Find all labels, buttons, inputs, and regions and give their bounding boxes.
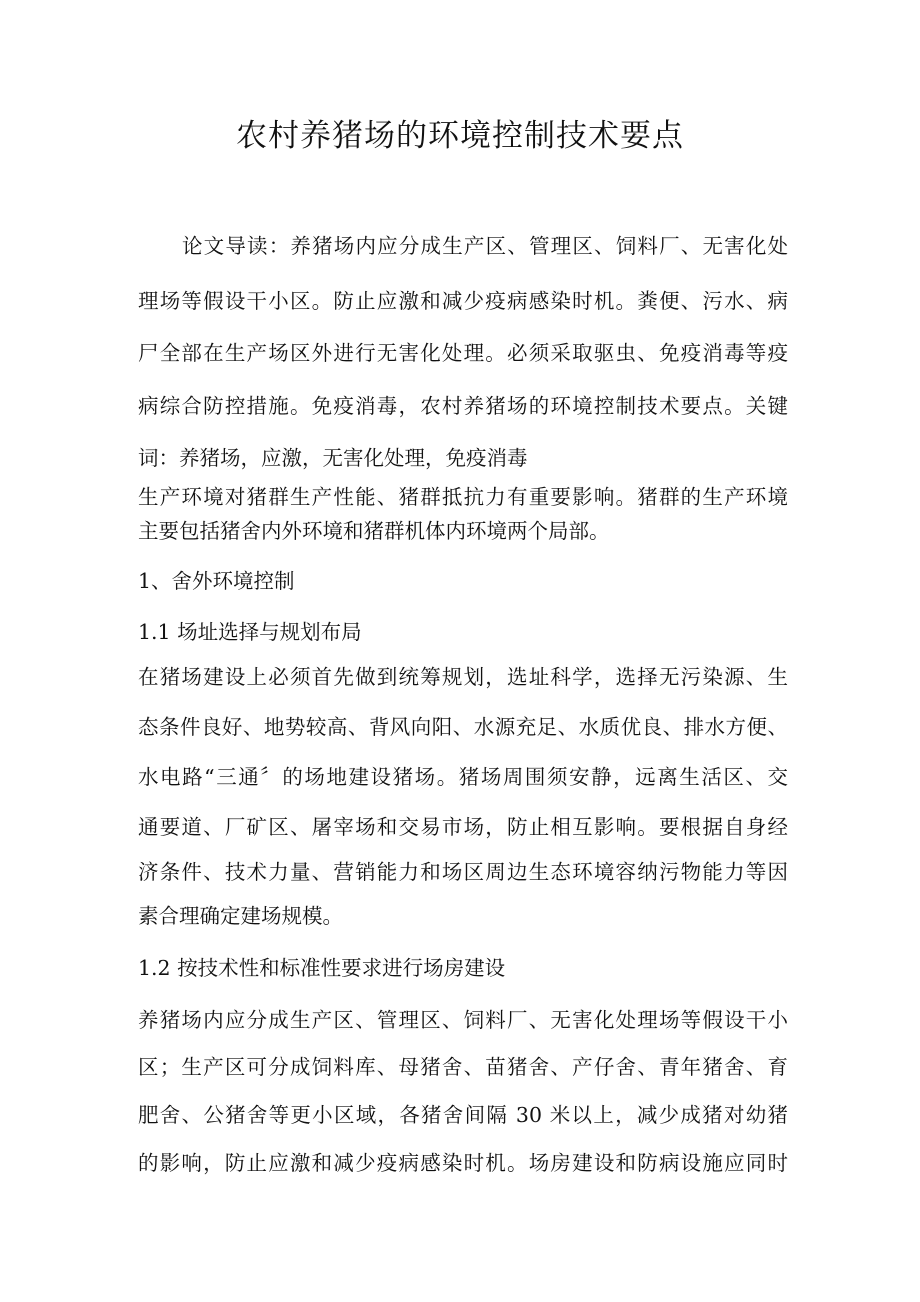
subsection-heading-1-2: 1.2 按技术性和标准性要求进行场房建设 xyxy=(138,956,506,980)
abstract-line-3: 尸全部在生产场区外进行无害化处理。必须采取驱虫、免疫消毒等疫 xyxy=(138,341,788,365)
subsection-heading-1-1: 1.1 场址选择与规划布局 xyxy=(138,620,362,644)
paragraph-line: 的影响，防止应激和减少疫病感染时机。场房建设和防病设施应同时 xyxy=(138,1151,788,1175)
abstract-line-2: 理场等假设干小区。防止应激和减少疫病感染时机。粪便、污水、病 xyxy=(138,289,788,313)
abstract-line-4: 病综合防控措施。免疫消毒，农村养猪场的环境控制技术要点。关键 xyxy=(138,394,788,418)
paragraph-line: 态条件良好、地势较高、背风向阳、水源充足、水质优良、排水方便、 xyxy=(138,715,788,739)
paragraph-line: 肥舍、公猪舍等更小区域，各猪舍间隔 30 米以上，减少成猪对幼猪 xyxy=(138,1103,788,1127)
paragraph-line: 养猪场内应分成生产区、管理区、饲料厂、无害化处理场等假设干小 xyxy=(138,1008,788,1032)
paragraph-line: 素合理确定建场规模。 xyxy=(138,904,343,928)
paragraph-line: 生产环境对猪群生产性能、猪群抵抗力有重要影响。猪群的生产环境 xyxy=(138,485,788,509)
keywords-line: 词：养猪场，应激，无害化处理，免疫消毒 xyxy=(138,446,528,470)
paragraph-line: 在猪场建设上必须首先做到统筹规划，选址科学，选择无污染源、生 xyxy=(138,665,788,689)
paragraph-line: 主要包括猪舍内外环境和猪群机体内环境两个局部。 xyxy=(138,519,610,543)
section-heading-1: 1、舍外环境控制 xyxy=(138,569,295,593)
paragraph-line: 济条件、技术力量、营销能力和场区周边生态环境容纳污物能力等因 xyxy=(138,860,788,884)
paragraph-line: 通要道、厂矿区、屠宰场和交易市场，防止相互影响。要根据自身经 xyxy=(138,815,788,839)
abstract-line-1: 论文导读：养猪场内应分成生产区、管理区、饲料厂、无害化处 xyxy=(182,234,788,258)
document-title: 农村养猪场的环境控制技术要点 xyxy=(236,118,684,154)
paragraph-line: 区；生产区可分成饲料库、母猪舍、苗猪舍、产仔舍、青年猪舍、育 xyxy=(138,1055,788,1079)
paragraph-line: 水电路“三通〞的场地建设猪场。猪场周围须安静，远离生活区、交 xyxy=(138,765,788,789)
